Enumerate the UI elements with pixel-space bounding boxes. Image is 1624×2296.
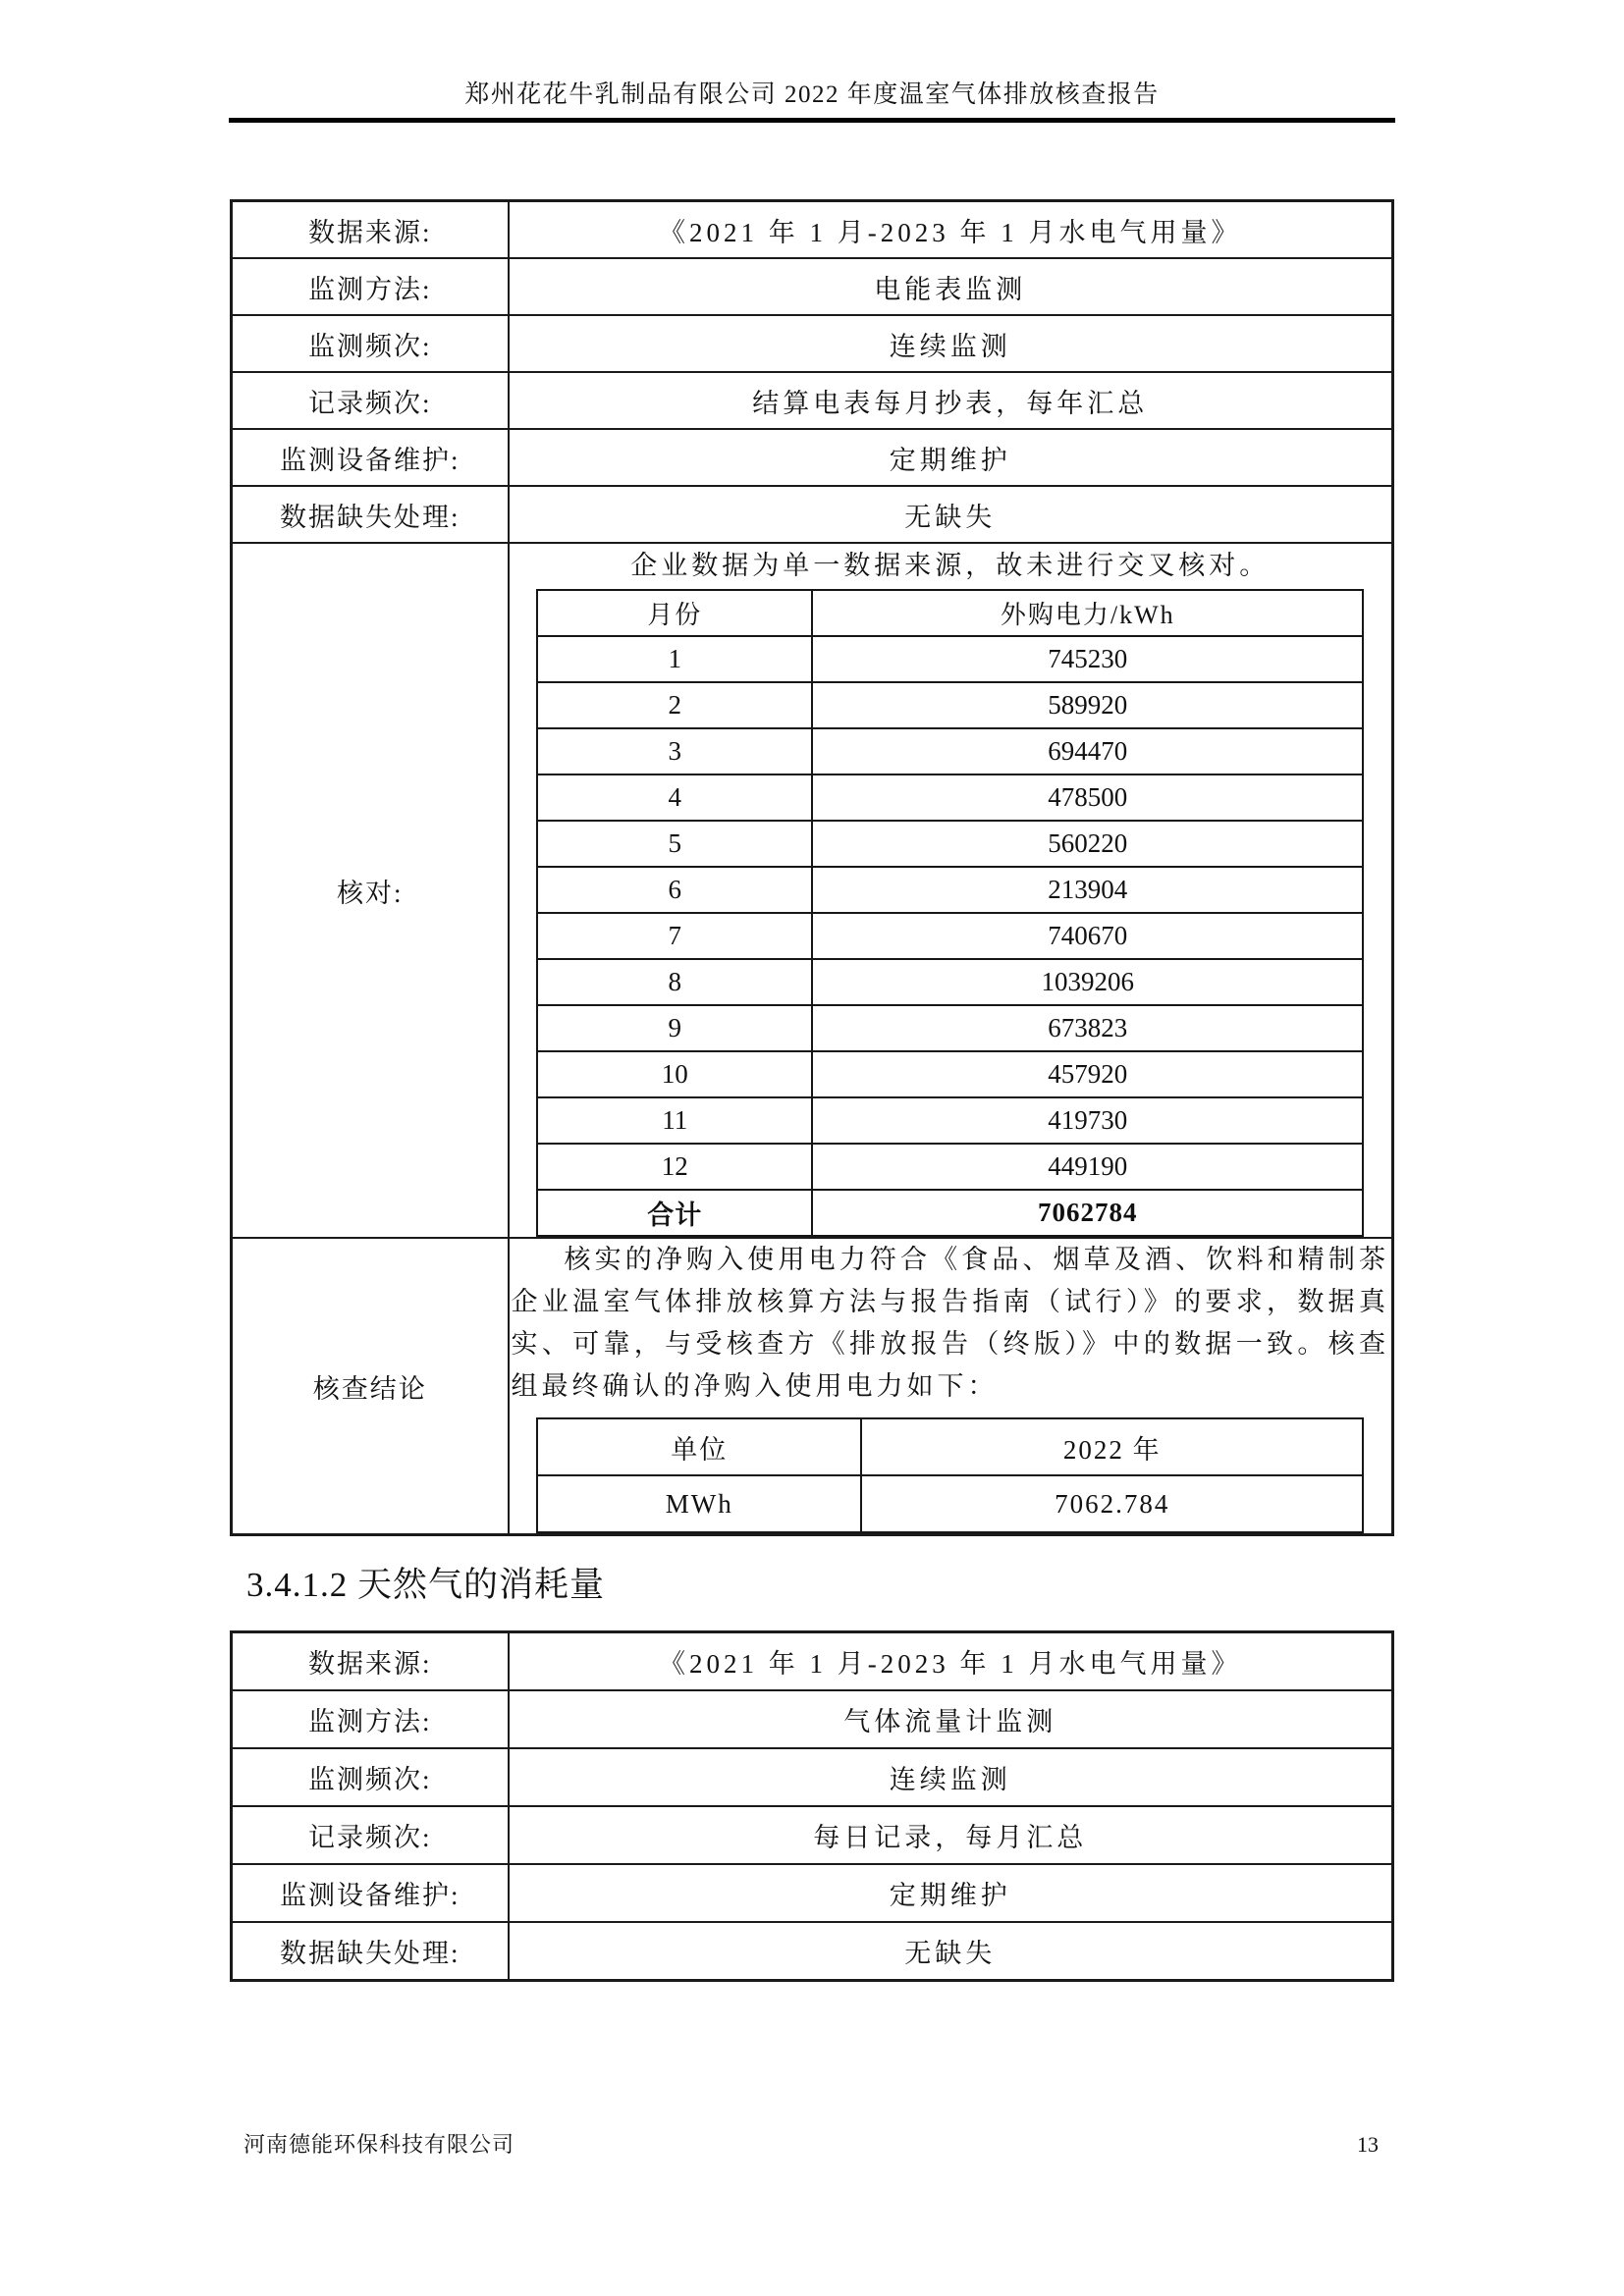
check-row xyxy=(232,543,1393,1238)
kwh-cell: 745230 xyxy=(812,636,1363,682)
table-body xyxy=(232,1632,1393,1981)
monthly-row xyxy=(537,1097,1363,1144)
month-cell: 7 xyxy=(537,913,812,959)
electricity-monitoring-table xyxy=(230,199,1394,1536)
month-cell: 8 xyxy=(537,959,812,1005)
row-value: 定期维护 xyxy=(509,1864,1393,1922)
conclusion-text: 核实的净购入使用电力符合《食品、烟草及酒、饮料和精制茶企业温室气体排放核算方法与报告指南（试行）》的要求，数据真实、可靠，与受核查方《排放报告（终版）》中的数据一致。核查组最终确认的净购入使用电力如下： xyxy=(511,1245,1389,1401)
table-row xyxy=(232,486,1393,543)
month-cell: 9 xyxy=(537,1005,812,1051)
monthly-row xyxy=(537,959,1363,1005)
monthly-table-head xyxy=(537,590,1363,636)
gas-monitoring-table xyxy=(230,1630,1394,1982)
row-label: 监测方法: xyxy=(232,258,509,315)
row-label: 监测方法: xyxy=(232,1690,509,1748)
table-body xyxy=(232,201,1393,544)
electricity-summary-table xyxy=(536,1417,1364,1533)
section-heading: 3.4.1.2 天然气的消耗量 xyxy=(246,1566,606,1604)
row-value: 无缺失 xyxy=(509,486,1393,543)
kwh-cell: 457920 xyxy=(812,1051,1363,1097)
year-value: 7062.784 xyxy=(861,1475,1363,1532)
page-content xyxy=(230,199,1394,1982)
monthly-table-body xyxy=(537,636,1363,1190)
monthly-row xyxy=(537,636,1363,682)
check-cell xyxy=(509,543,1393,1238)
table-row xyxy=(232,1632,1393,1691)
monthly-row xyxy=(537,728,1363,774)
total-value: 7062784 xyxy=(812,1190,1363,1236)
monthly-row xyxy=(537,774,1363,821)
kwh-column-header: 外购电力/kWh xyxy=(812,590,1363,636)
row-label: 记录频次: xyxy=(232,372,509,429)
monthly-table-foot xyxy=(537,1190,1363,1236)
monthly-row xyxy=(537,1144,1363,1190)
table-row xyxy=(232,1864,1393,1922)
page-footer xyxy=(244,2128,1379,2159)
table-row xyxy=(232,1690,1393,1748)
row-label: 监测设备维护: xyxy=(232,1864,509,1922)
year-column-header: 2022 年 xyxy=(861,1418,1363,1475)
monthly-row xyxy=(537,867,1363,913)
month-cell: 6 xyxy=(537,867,812,913)
month-cell: 2 xyxy=(537,682,812,728)
row-label: 监测频次: xyxy=(232,1748,509,1806)
table-row xyxy=(232,258,1393,315)
check-label: 核对: xyxy=(232,543,509,1238)
kwh-cell: 740670 xyxy=(812,913,1363,959)
table-row xyxy=(232,315,1393,372)
footer-company: 河南德能环保科技有限公司 xyxy=(244,2132,515,2157)
month-cell: 4 xyxy=(537,774,812,821)
month-column-header: 月份 xyxy=(537,590,812,636)
kwh-cell: 419730 xyxy=(812,1097,1363,1144)
table-row xyxy=(232,429,1393,486)
kwh-cell: 560220 xyxy=(812,821,1363,867)
row-label: 记录频次: xyxy=(232,1806,509,1864)
month-cell: 3 xyxy=(537,728,812,774)
table-row xyxy=(232,1748,1393,1806)
month-cell: 10 xyxy=(537,1051,812,1097)
row-label: 监测频次: xyxy=(232,315,509,372)
row-label: 数据来源: xyxy=(232,1632,509,1691)
kwh-cell: 478500 xyxy=(812,774,1363,821)
table-row xyxy=(232,1922,1393,1981)
unit-value: MWh xyxy=(537,1475,861,1532)
table-row xyxy=(232,372,1393,429)
row-value: 无缺失 xyxy=(509,1922,1393,1981)
kwh-cell: 673823 xyxy=(812,1005,1363,1051)
row-label: 数据缺失处理: xyxy=(232,1922,509,1981)
check-note: 企业数据为单一数据来源，故未进行交叉核对。 xyxy=(630,551,1271,580)
row-value: 《2021 年 1 月-2023 年 1 月水电气用量》 xyxy=(509,201,1393,259)
table-row xyxy=(232,201,1393,259)
kwh-cell: 694470 xyxy=(812,728,1363,774)
kwh-cell: 449190 xyxy=(812,1144,1363,1190)
kwh-cell: 213904 xyxy=(812,867,1363,913)
month-cell: 11 xyxy=(537,1097,812,1144)
page-header xyxy=(0,0,1624,123)
monthly-total-row xyxy=(537,1190,1363,1236)
page-number: 13 xyxy=(1357,2132,1379,2157)
row-value: 《2021 年 1 月-2023 年 1 月水电气用量》 xyxy=(509,1632,1393,1691)
row-value: 连续监测 xyxy=(509,315,1393,372)
table-body xyxy=(232,543,1393,1535)
row-value: 定期维护 xyxy=(509,429,1393,486)
monthly-row xyxy=(537,1005,1363,1051)
kwh-cell: 1039206 xyxy=(812,959,1363,1005)
row-value: 结算电表每月抄表，每年汇总 xyxy=(509,372,1393,429)
monthly-header-row xyxy=(537,590,1363,636)
row-value: 连续监测 xyxy=(509,1748,1393,1806)
row-value: 每日记录，每月汇总 xyxy=(509,1806,1393,1864)
total-label: 合计 xyxy=(537,1190,812,1236)
unit-column-header: 单位 xyxy=(537,1418,861,1475)
monthly-electricity-table xyxy=(536,589,1364,1237)
summary-header-row xyxy=(537,1418,1363,1475)
row-value: 电能表监测 xyxy=(509,258,1393,315)
header-rule xyxy=(229,118,1395,123)
month-cell: 5 xyxy=(537,821,812,867)
conclusion-label: 核查结论 xyxy=(232,1238,509,1535)
row-label: 数据来源: xyxy=(232,201,509,259)
row-label: 数据缺失处理: xyxy=(232,486,509,543)
row-value: 气体流量计监测 xyxy=(509,1690,1393,1748)
conclusion-cell xyxy=(509,1238,1393,1535)
monthly-row xyxy=(537,913,1363,959)
monthly-row xyxy=(537,1051,1363,1097)
report-title: 郑州花花牛乳制品有限公司 2022 年度温室气体排放核查报告 xyxy=(464,81,1160,108)
conclusion-row xyxy=(232,1238,1393,1535)
table-row xyxy=(232,1806,1393,1864)
month-cell: 12 xyxy=(537,1144,812,1190)
row-label: 监测设备维护: xyxy=(232,429,509,486)
kwh-cell: 589920 xyxy=(812,682,1363,728)
summary-table-body xyxy=(537,1418,1363,1532)
month-cell: 1 xyxy=(537,636,812,682)
summary-value-row xyxy=(537,1475,1363,1532)
monthly-row xyxy=(537,682,1363,728)
monthly-row xyxy=(537,821,1363,867)
